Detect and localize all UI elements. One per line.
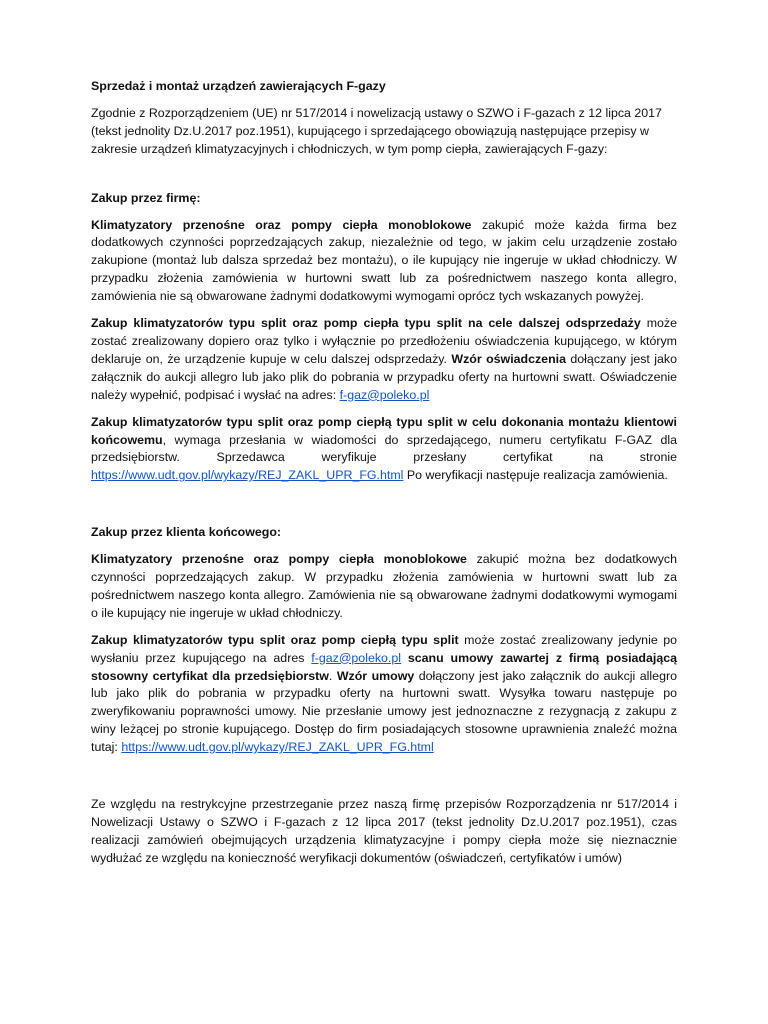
firm-installation-text: , wymaga przesłania w wiadomości do sprzedającego, numeru certyfikatu F-GAZ dla przedsiębiorstw. Sprzedawca weryfikuje przesłany certyfikat na stronie [91,432,677,465]
firm-monoblock-bold: Klimatyzatory przenośne oraz pompy ciepła monoblokowe [91,217,472,232]
firm-udt-link[interactable]: https://www.udt.gov.pl/wykazy/REJ_ZAKL_UPR_FG.html [91,468,404,483]
client-split-text-2: . [328,668,337,683]
firm-resale-text-2: dołączany jest jako załącznik do aukcji allegro lub jako plik do pobrania w przypadku oferty na hurtowni swatt. Oświadczenie należy wypełnić, podpisać i wysłać na adres: [91,351,678,402]
footer-paragraph: Ze względu na restrykcyjne przestrzeganie przez naszą firmę przepisów Rozporządzenia nr 517/2014 i Nowelizacji Ustawy o SZWO i F-gazach z 12 lipca 2017 (tekst jednolity Dz.U.2017 poz.1951), czas realizacji zamówień obejmujących urządzenia klimatyzacyjne i pompy ciepła może się nieznacznie wydłużać ze względu na konieczność weryfikacji dokumentów (oświadczeń, certyfikatów i umów) [91,797,677,865]
firm-resale-text: może zostać zrealizowany dopiero oraz tylko i wyłącznie po przedłożeniu oświadczenia kupującego, w którym deklaruje on, że urządzenie kupuje w celu dalszej odsprzedaży. [91,316,677,366]
firm-email-link[interactable]: f-gaz@poleko.pl [339,387,430,402]
client-monoblock-bold: Klimatyzatory przenośne oraz pompy ciepła monoblokowe [91,552,467,567]
document-title: Sprzedaż i montaż urządzeń zawierających F-gazy [91,79,386,93]
firm-installation-text-2: Po weryfikacji następuje realizacja zamówienia. [403,468,668,483]
document-page [91,78,677,877]
firm-declaration-template-bold: Wzór oświadczenia [451,351,566,366]
firm-section-heading: Zakup przez firmę: [91,190,201,205]
firm-installation-bold: Zakup klimatyzatorów typu split oraz pomp ciepłą typu split w celu dokonania montażu klientowi końcowemu [91,414,677,447]
client-paragraph-monoblock [91,551,677,623]
client-split-text: może zostać zrealizowany jedynie po wysłaniu przez kupującego na adres [91,632,677,665]
firm-paragraph-monoblock [91,217,677,307]
client-paragraph-split [91,632,677,757]
client-split-text-3: dołączony jest jako załącznik do aukcji allegro lub jako plik do pobrania w przypadku oferty na hurtowni swatt. Wysyłka towaru następuje po zweryfikowaniu poprawności umowy. Nie przesłanie umowy jest jednoznaczne z rezygnacją z zakupu z winy leżącej po stronie kupującego. Dostęp do firm posiadających stosowne uprawnienia znaleźć można tutaj: [91,668,677,755]
firm-paragraph-installation [91,414,677,486]
client-email-link[interactable]: f-gaz@poleko.pl [311,650,402,665]
firm-paragraph-resale [91,315,677,405]
client-contract-template-bold: Wzór umowy [336,668,415,683]
firm-monoblock-text: zakupić może każda firma bez dodatkowych czynności poprzedzających zakup, niezależnie od tego, w jakim celu urządzenie zostało zakupione (montaż lub dalsza sprzedaż bez montażu), o ile kupujący nie ingeruje w układ chłodniczy. W przypadku złożenia zamówienia w hurtowni swatt lub za pośrednictwem naszego konta allegro, zamówienia nie są obwarowane żadnymi dodatkowymi wymogami oprócz tych wskazanych powyżej. [91,217,677,304]
client-udt-link[interactable]: https://www.udt.gov.pl/wykazy/REJ_ZAKL_UPR_FG.html [121,740,434,755]
client-contract-bold: scanu umowy zawartej z firmą posiadającą stosowny certyfikat dla przedsiębiorstw [91,650,677,683]
firm-resale-bold: Zakup klimatyzatorów typu split oraz pomp ciepła typu split na cele dalszej odsprzedaży [91,316,641,331]
client-section-heading: Zakup przez klienta końcowego: [91,525,282,540]
intro-paragraph: Zgodnie z Rozporządzeniem (UE) nr 517/2014 i nowelizacją ustawy o SZWO i F-gazach z 12 lipca 2017 (tekst jednolity Dz.U.2017 poz.1951), kupującego i sprzedającego obowiązują następujące przepisy w zakresie urządzeń klimatyzacyjnych i chłodniczych, w tym pomp ciepła, zawierających F-gazy: [91,105,662,156]
client-monoblock-text: zakupić można bez dodatkowych czynności poprzedzających zakup. W przypadku złożenia zamówienia w hurtowni swatt lub za pośrednictwem naszego konta allegro. Zamówienia nie są obwarowane żadnymi dodatkowymi wymogami o ile kupujący nie ingeruje w układ chłodniczy. [91,552,677,620]
client-split-bold: Zakup klimatyzatorów typu split oraz pomp ciepłą typu split [91,632,459,647]
